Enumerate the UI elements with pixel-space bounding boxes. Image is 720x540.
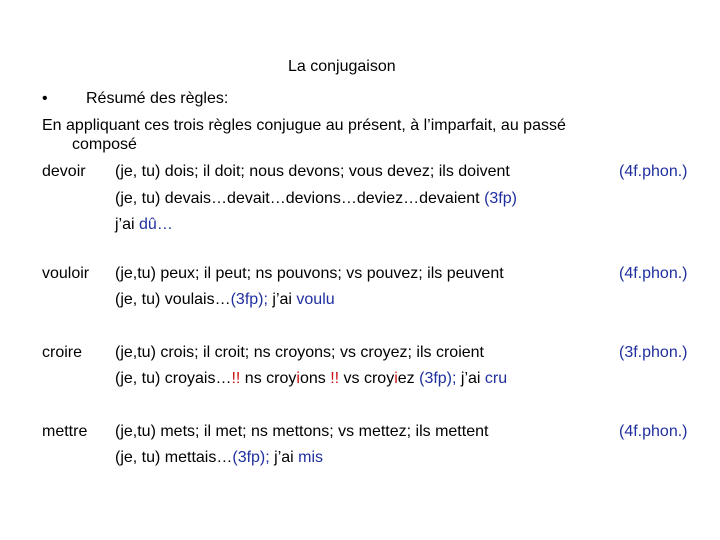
phon-form-tag: (4f.phon.): [619, 265, 688, 282]
imparfait-text: ons: [299, 370, 331, 387]
phon-form-tag: (4f.phon.): [619, 423, 688, 440]
verb-present: (je, tu) dois; il doit; nous devons; vous devez; ils doivent: [115, 163, 510, 180]
verb-passe-compose: [115, 214, 173, 235]
imparfait-text: (je, tu) voulais…: [115, 291, 231, 308]
participle: mis: [298, 449, 324, 466]
imparfait-tag: (3fp);: [232, 449, 270, 466]
verb-present: (je,tu) peux; il peut; ns pouvons; vs pouvez; ils peuvent: [115, 265, 504, 282]
verb-present: (je,tu) mets; il met; ns mettons; vs mettez; ils mettent: [115, 423, 489, 440]
passe-prefix: j’ai: [456, 370, 485, 387]
verb-imparfait-passe: [115, 368, 507, 389]
exclamation-marker: !!: [231, 370, 241, 387]
verb-infinitive: croire: [42, 344, 83, 361]
participle: dû…: [139, 216, 173, 233]
passe-prefix: j’ai: [115, 216, 135, 233]
verb-imparfait: [115, 188, 517, 209]
imparfait-tag: (3fp);: [419, 370, 457, 387]
participle: cru: [484, 370, 508, 387]
phon-form-tag: (3f.phon.): [619, 344, 688, 361]
rules-heading: Résumé des règles:: [86, 90, 229, 107]
participle: voulu: [296, 291, 335, 308]
phon-form-tag: (4f.phon.): [619, 163, 688, 180]
imparfait-text: ns croy: [240, 370, 297, 387]
verb-present: (je,tu) crois; il croit; ns croyons; vs croyez; ils croient: [115, 344, 484, 361]
imparfait-text: vs croy: [339, 370, 395, 387]
exclamation-marker: !!: [330, 370, 340, 387]
verb-imparfait-passe: [115, 289, 335, 310]
verb-infinitive: devoir: [42, 163, 86, 180]
verb-imparfait-passe: [115, 447, 323, 468]
imparfait-text: ez: [397, 370, 420, 387]
highlighted-letter: i: [296, 370, 300, 387]
bullet-glyph: •: [42, 90, 48, 107]
imparfait-text: (je, tu) mettais…: [115, 449, 233, 466]
instruction-line-1: En appliquant ces trois règles conjugue au présent, à l’imparfait, au passé: [42, 117, 566, 134]
imparfait-text: (je, tu) devais…devait…devions…deviez…devaient: [115, 190, 480, 207]
imparfait-text: (je, tu) croyais…: [115, 370, 232, 387]
passe-prefix: j’ai: [272, 291, 292, 308]
verb-infinitive: mettre: [42, 423, 88, 440]
imparfait-tag: (3fp): [484, 190, 517, 207]
passe-prefix: j’ai: [274, 449, 294, 466]
verb-infinitive: vouloir: [42, 265, 90, 282]
slide-title: La conjugaison: [288, 58, 396, 75]
instruction-line-2: composé: [72, 136, 137, 153]
imparfait-tag: (3fp);: [230, 291, 268, 308]
highlighted-letter: i: [394, 370, 398, 387]
